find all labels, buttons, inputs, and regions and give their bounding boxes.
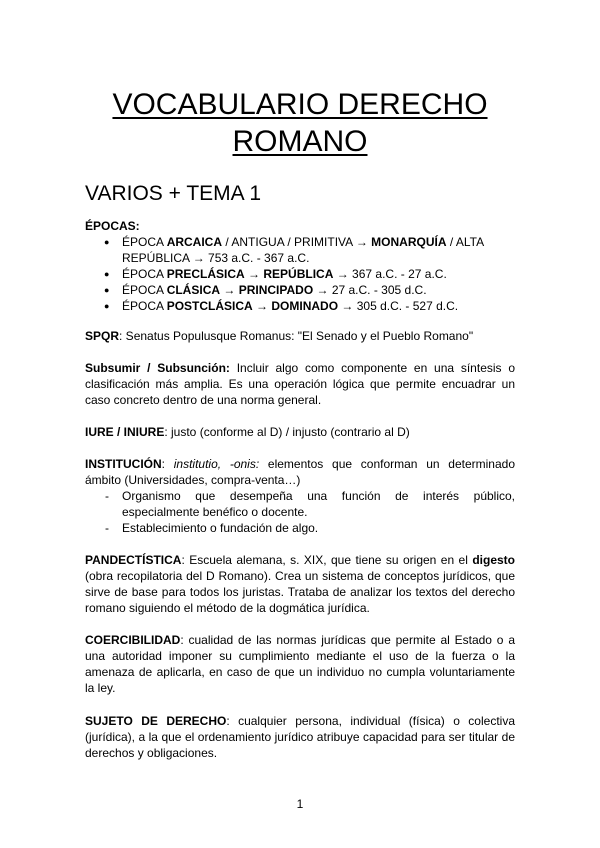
entry-latin: institutio, -onis: [173, 457, 260, 471]
list-item: ● ÉPOCA CLÁSICA → PRINCIPADO → 27 a.C. - 305 d.C. [85, 282, 515, 298]
document-title-line1: VOCABULARIO DERECHO [112, 88, 488, 121]
sujeto-entry [85, 713, 515, 761]
entry-term: Subsumir / Subsunción: [85, 361, 230, 375]
epocas-section [85, 218, 515, 314]
entry-definition: Incluir algo como componente en una síntesis o clasificación más amplia. Es una operación lógica que permite encuadrar un caso concreto dentro de una norma general. [85, 361, 515, 407]
entry-definition: : Senatus Populusque Romanus: "El Senado y el Pueblo Romano" [119, 329, 474, 343]
epocas-heading: ÉPOCAS: [85, 219, 140, 233]
entry-term: PANDECTÍSTICA [85, 553, 182, 567]
list-item: ● ÉPOCA PRECLÁSICA → REPÚBLICA → 367 a.C. - 27 a.C. [85, 266, 515, 282]
epocas-list [85, 234, 515, 314]
list-item: ● ÉPOCA POSTCLÁSICA → DOMINADO → 305 d.C. - 527 d.C. [85, 298, 515, 314]
entry-term: COERCIBILIDAD [85, 633, 181, 647]
entry-term: IURE / INIURE [85, 425, 165, 439]
document-title-line2: ROMANO [232, 125, 368, 158]
entry-definition: : cualquier persona, individual (física) o colectiva (jurídica), a la que el ordenamiento jurídico atribuye capacidad para ser titular de derechos y obligaciones. [85, 714, 515, 760]
institucion-entry: INSTITUCIÓN: institutio, -onis: elementos que conforman un determinado ámbito (Universidades, compra-venta…) - Organismo que desempeña una función de interés público, especialmente benéfico o docente. - Establecimiento o fundación de algo. [85, 456, 515, 536]
list-item: - Establecimiento o fundación de algo. [85, 520, 515, 536]
list-item: ● ÉPOCA ARCAICA / ANTIGUA / PRIMITIVA → MONARQUÍA / ALTA REPÚBLICA → 753 a.C. - 367 a.C. [85, 234, 515, 266]
entry-term: SUJETO DE DERECHO [85, 714, 227, 728]
pandectistica-entry: PANDECTÍSTICA: Escuela alemana, s. XIX, que tiene su origen en el digesto (obra recopilatoria del D Romano). Crea un sistema de conceptos jurídicos, que sirve de base para todos los juristas. Trataba de analizar los textos del derecho romano siguiendo el método de la dogmática jurídica. [85, 553, 515, 615]
institucion-list [85, 488, 515, 536]
page-number: 1 [296, 797, 304, 811]
coercibilidad-entry [85, 632, 515, 696]
iure-entry [85, 424, 515, 440]
entry-definition: : cualidad de las normas jurídicas que permite al Estado o a una autoridad imponer su cumplimiento mediante el uso de la fuerza o la amenaza de aplicarla, en caso de que un individuo no cumpla voluntariamente la ley. [85, 633, 515, 695]
section-heading: VARIOS + TEMA 1 [85, 182, 262, 205]
subsumir-entry [85, 360, 515, 408]
entry-definition: : justo (conforme al D) / injusto (contrario al D) [164, 425, 410, 439]
entry-definition: elementos que conforman un determinado ámbito (Universidades, compra-venta…) [85, 457, 515, 487]
list-item: - Organismo que desempeña una función de interés público, especialmente benéfico o docente. [85, 488, 515, 520]
entry-term: INSTITUCIÓN [85, 457, 162, 471]
entry-term: SPQR [85, 329, 120, 343]
spqr-entry [85, 328, 515, 344]
